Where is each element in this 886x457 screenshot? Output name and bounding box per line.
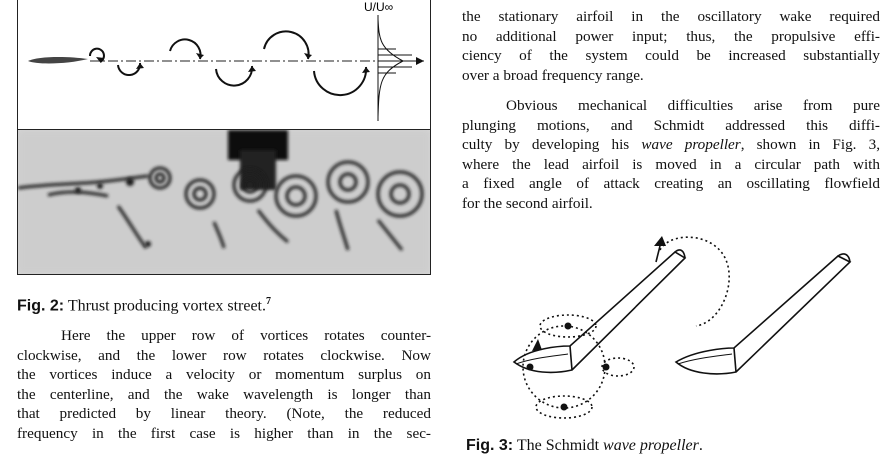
left-paragraph bbox=[17, 326, 431, 443]
text-line: Here the upper row of vortices rotates counter- bbox=[61, 327, 431, 344]
text-line: for the second airfoil. bbox=[462, 194, 593, 212]
velocity-label: U/U∞ bbox=[364, 0, 394, 14]
text-line: the stationary airfoil in the oscillatory wake required bbox=[462, 8, 880, 25]
text-line: plunging motions, and Schmidt addressed this diffi- bbox=[462, 116, 880, 134]
caption-label: Fig. 2: bbox=[17, 297, 65, 315]
right-paragraph-2 bbox=[462, 96, 880, 213]
vortex-2 bbox=[118, 63, 140, 75]
text-line: frequency in the first case is higher than in the sec- bbox=[17, 424, 431, 442]
vortex-3 bbox=[170, 39, 201, 59]
caption-text: Thrust producing vortex street. bbox=[64, 297, 266, 315]
vortex-street-photo bbox=[18, 130, 430, 274]
right-paragraph-1 bbox=[462, 7, 880, 85]
text-line: a fixed angle of attack creating an oscillating flowfield bbox=[462, 175, 880, 192]
wave-propeller-term: wave propeller bbox=[641, 136, 741, 153]
text-line: culty by developing his wave propeller, shown in Fig. 3, bbox=[462, 136, 881, 153]
text-line: over a broad frequency range. bbox=[462, 66, 644, 84]
text-line: where the lead airfoil is moved in a circular path with bbox=[462, 155, 880, 173]
text-line: the centerline, and the wake wavelength is longer than bbox=[17, 385, 431, 403]
text-line: that predicted by linear theory. (Note, the reduced bbox=[17, 405, 431, 422]
text-line: clockwise, and the lower row rotates clockwise. Now bbox=[17, 346, 431, 364]
motion-arrow-icon bbox=[532, 339, 542, 351]
vortex-6 bbox=[314, 67, 366, 95]
upper-circular-path bbox=[660, 237, 729, 326]
figure-2-caption bbox=[17, 292, 271, 316]
figure-3-caption: Fig. 3: The Schmidt wave propeller. bbox=[466, 437, 703, 454]
figure-2 bbox=[17, 0, 431, 275]
airfoil-shape bbox=[28, 57, 88, 64]
text-line: no additional power input; thus, the propulsive effi- bbox=[462, 27, 880, 45]
motion-arrow-icon bbox=[654, 236, 666, 246]
wave-propeller-term: wave propeller bbox=[603, 437, 699, 454]
text-line: Obvious mechanical difficulties arise from pure bbox=[506, 97, 880, 114]
vortex-4 bbox=[216, 66, 252, 86]
vortex-5 bbox=[264, 31, 309, 59]
caption-label: Fig. 3: bbox=[466, 437, 514, 454]
second-airfoil bbox=[676, 256, 850, 374]
caption-reference: 7 bbox=[266, 296, 271, 307]
lead-airfoil bbox=[514, 252, 685, 372]
text-line: ciency of the system could be increased substantially bbox=[462, 47, 880, 64]
vortex-street-diagram bbox=[18, 0, 430, 129]
text-line: the vortices induce a velocity or momentum surplus on bbox=[17, 366, 431, 383]
wave-propeller-diagram bbox=[500, 222, 860, 427]
velocity-profile bbox=[378, 19, 403, 117]
